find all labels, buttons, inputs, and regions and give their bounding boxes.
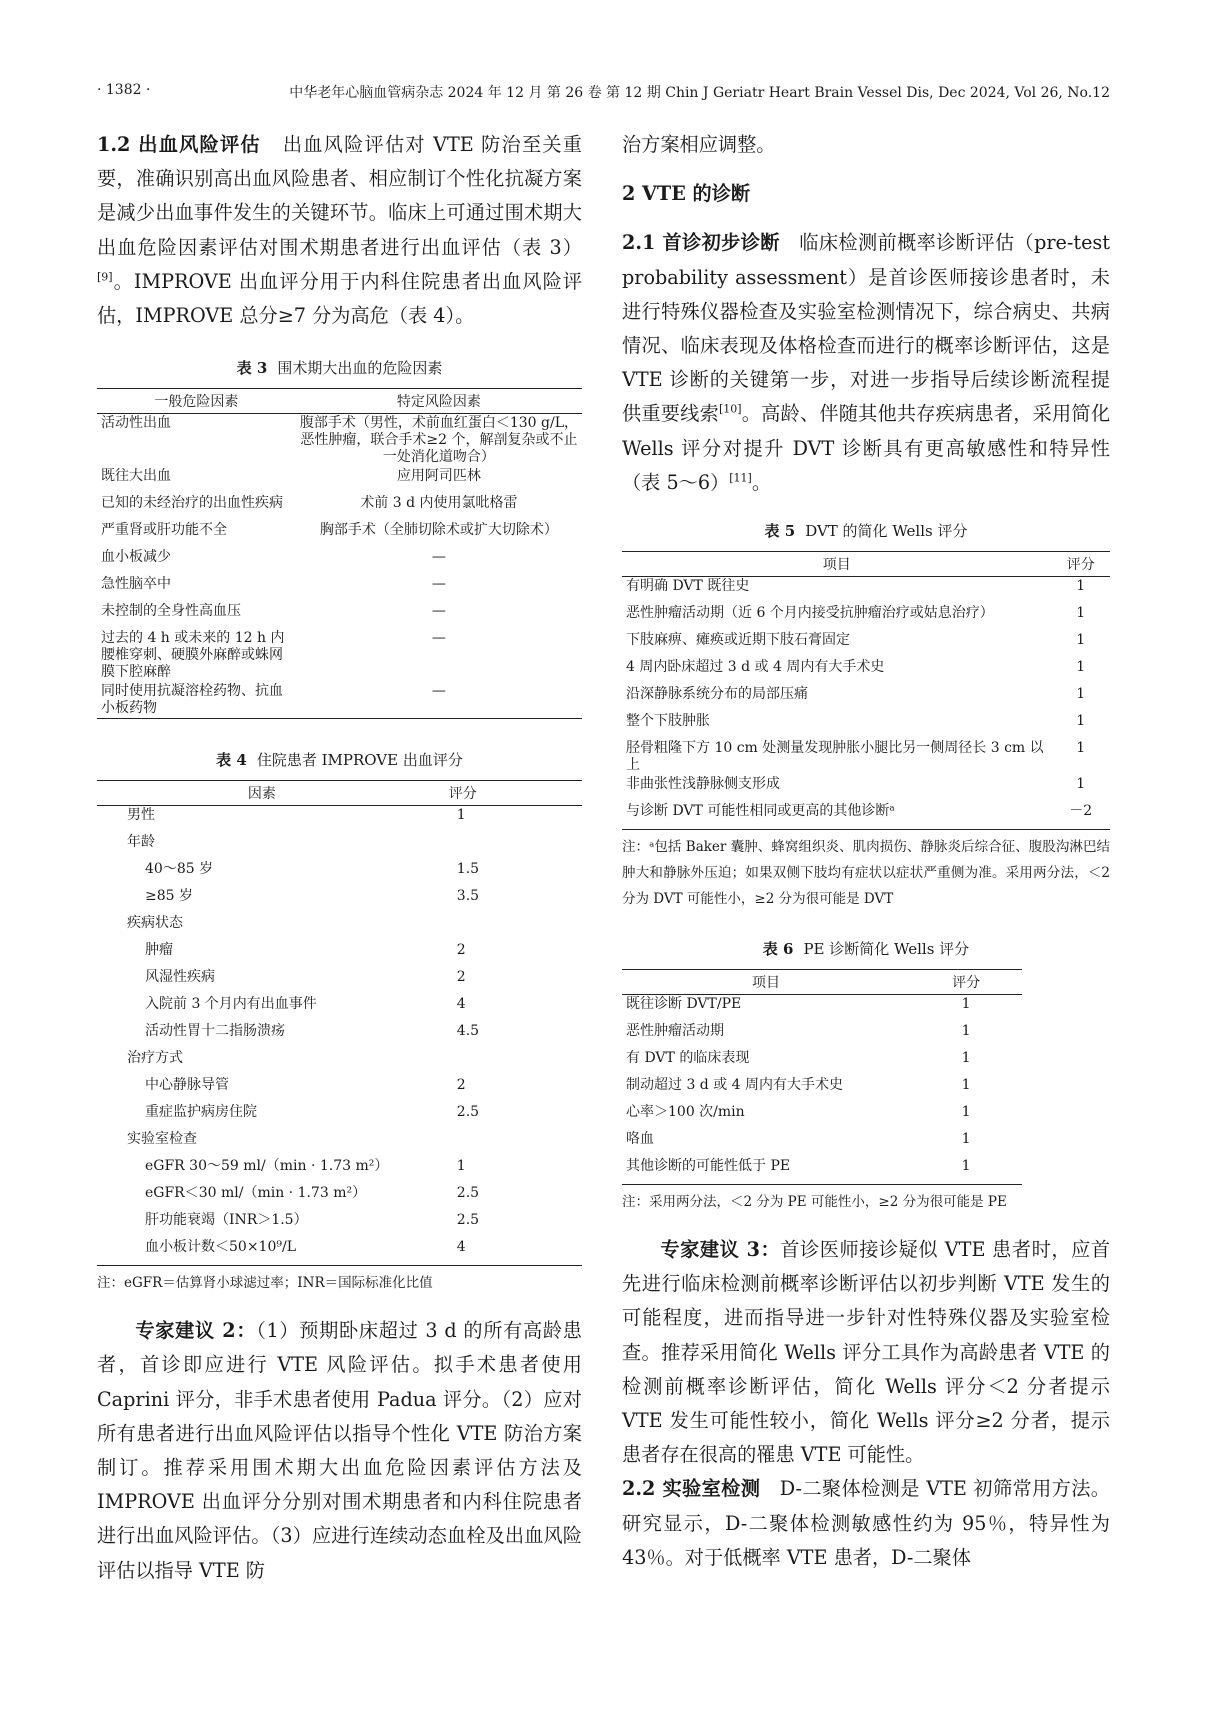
table-row xyxy=(622,658,1110,685)
section-2-2-text: D-二聚体检测是 VTE 初筛常用方法。研究显示，D-二聚体检测敏感性约为 95％，特异性为 43％。对于低概率 VTE 患者，D-二聚体 xyxy=(622,1477,1110,1569)
table-5-title: DVT 的简化 Wells 评分 xyxy=(805,522,968,541)
table-cell-label: 心率＞100 次/min xyxy=(626,1104,745,1121)
table-cell-label: 血小板计数＜50×10⁹/L xyxy=(145,1239,296,1256)
table-cell-value: 4.5 xyxy=(456,1023,480,1040)
table-row xyxy=(622,802,1110,830)
running-header xyxy=(97,78,1110,104)
table-cell-value: －2 xyxy=(1069,803,1093,820)
table-row xyxy=(97,414,582,468)
citation-ref-10: [10] xyxy=(718,403,742,417)
table-row xyxy=(622,995,1022,1023)
table-cell-label: 肿瘤 xyxy=(145,942,173,959)
citation-ref: [9] xyxy=(97,270,113,284)
right-column xyxy=(622,128,1110,1575)
table-row xyxy=(97,548,582,575)
table-cell-label: 其他诊断的可能性低于 PE xyxy=(626,1158,791,1175)
table-cell-value: — xyxy=(431,549,446,566)
table-cell-value: 1 xyxy=(1076,659,1086,676)
expert-advice-2 xyxy=(97,1314,582,1588)
table-cell-value: — xyxy=(431,683,446,700)
section-1-2-text: 出血风险评估对 VTE 防治至关重要，准确识别高出血风险患者、相应制订个性化抗凝方案是减少出血事件发生的关键环节。临床上可通过围术期大出血危险因素评估对围术期患者进行出血评估（表 3） xyxy=(97,133,582,259)
table-cell-label: 整个下肢肿胀 xyxy=(626,713,710,730)
section-2-1-heading: 2.1 首诊初步诊断 xyxy=(622,231,780,255)
table-cell-value: 1.5 xyxy=(456,861,480,878)
table-cell-label: 同时使用抗凝溶栓药物、抗血小板药物 xyxy=(101,683,283,717)
table-cell-value: 胸部手术（全肺切除术或扩大切除术） xyxy=(319,522,558,539)
table-row xyxy=(97,629,582,682)
table-cell-label: 40～85 岁 xyxy=(145,861,214,878)
table-cell-label: 恶性肿瘤活动期 xyxy=(626,1023,724,1040)
table-cell-label: 制动超过 3 d 或 4 周内有大手术史 xyxy=(626,1077,844,1094)
table-cell-value: 2 xyxy=(456,1077,466,1094)
table-cell-value: 3.5 xyxy=(456,888,480,905)
table-row xyxy=(97,887,582,914)
table-cell-label: 过去的 4 h 或未来的 12 h 内腰椎穿刺、硬膜外麻醉或蛛网膜下腔麻醉 xyxy=(101,630,285,681)
section-2-2-heading: 2.2 实验室检测 xyxy=(622,1477,761,1501)
table-cell-label: 沿深静脉系统分布的局部压痛 xyxy=(626,686,808,703)
table-row xyxy=(622,1130,1022,1157)
table-cell-label: eGFR＜30 ml/（min · 1.73 m²） xyxy=(145,1185,367,1202)
table-5-caption xyxy=(622,520,1110,541)
table-cell-label: 胫骨粗隆下方 10 cm 处测量发现肿胀小腿比另一侧周径长 3 cm 以上 xyxy=(626,740,1044,774)
table-cell-value xyxy=(427,1049,582,1076)
expert-advice-3 xyxy=(622,1233,1110,1472)
table-6-note: 注：采用两分法，＜2 分为 PE 可能性小，≥2 分为很可能是 PE xyxy=(622,1194,1007,1211)
table-cell-value: 2 xyxy=(456,969,466,986)
table-cell-label: 既往大出血 xyxy=(101,468,171,485)
table-row xyxy=(622,604,1110,631)
table-cell-label: 严重肾或肝功能不全 xyxy=(101,522,227,539)
table-row xyxy=(97,1157,582,1184)
table-4-title: 住院患者 IMPROVE 出血评分 xyxy=(256,751,463,770)
table-cell-value: 1 xyxy=(456,1158,466,1175)
table-cell-label: 咯血 xyxy=(626,1131,654,1148)
table-cell-value: 1 xyxy=(1076,605,1086,622)
table-cell-label: 入院前 3 个月内有出血事件 xyxy=(145,996,317,1013)
table-cell-value: 4 xyxy=(456,996,466,1013)
table-row xyxy=(622,1103,1022,1130)
section-2-1-text-2: 。高龄、伴随其他共存疾病患者，采用简化 Wells 评分对提升 DVT 诊断具有更高敏感性和特异性（表 5～6） xyxy=(622,402,1111,494)
table-cell-label: 血小板减少 xyxy=(101,549,171,566)
table-row xyxy=(622,739,1110,775)
table-row xyxy=(97,833,582,860)
table-cell-label: ≥85 岁 xyxy=(145,888,193,905)
table-row xyxy=(97,467,582,494)
table-cell-value: 1 xyxy=(961,1050,971,1067)
table-cell-label: 有明确 DVT 既往史 xyxy=(626,578,750,595)
table-4-note: 注：eGFR＝估算肾小球滤过率；INR＝国际标准化比值 xyxy=(97,1275,433,1292)
table-row xyxy=(622,631,1110,658)
table-cell-label: 既往诊断 DVT/PE xyxy=(626,996,742,1013)
table-row xyxy=(622,775,1110,802)
table-cell-value: 1 xyxy=(456,807,466,824)
section-1-2-paragraph xyxy=(97,128,582,333)
section-1-2-text-cont: 。IMPROVE 出血评分用于内科住院患者出血风险评估，IMPROVE 总分≥7 分为高危（表 4）。 xyxy=(97,269,582,328)
table-cell-value: 2 xyxy=(456,942,466,959)
section-2-1-text: 临床检测前概率诊断评估（pre-test probability assessment）是首诊医师接诊患者时，未进行特殊仪器检查及实验室检测情况下，综合病史、共病情况、临床表现及体格检查而进行的概率诊断评估，这是 VTE 诊断的关键第一步，对进一步指导后续诊断流程提供重要线索 xyxy=(622,231,1110,426)
table-cell-label: 与诊断 DVT 可能性相同或更高的其他诊断ᵃ xyxy=(626,803,895,820)
table-row xyxy=(97,914,582,941)
table-row xyxy=(97,602,582,629)
table-row xyxy=(97,806,582,834)
table-row xyxy=(97,860,582,887)
section-2-1-text-3: 。 xyxy=(751,470,772,494)
section-2-1-paragraph xyxy=(622,226,1110,500)
table-cell-label: 下肢麻痹、瘫痪或近期下肢石膏固定 xyxy=(626,632,850,649)
table-3-header-specific: 特定风险因素 xyxy=(296,389,582,414)
table-cell-label: 年龄 xyxy=(127,834,155,851)
table-row xyxy=(97,1022,582,1049)
table-4-header-factor: 因素 xyxy=(97,781,427,806)
table-cell-label: 疾病状态 xyxy=(127,915,183,932)
table-6-header-item: 项目 xyxy=(622,970,910,995)
table-cell-value: 应用阿司匹林 xyxy=(396,468,481,485)
table-cell-label: 非曲张性浅静脉侧支形成 xyxy=(626,776,780,793)
table-4 xyxy=(97,780,582,1266)
table-cell-value: 1 xyxy=(961,1104,971,1121)
table-row xyxy=(97,521,582,548)
table-4-caption xyxy=(97,749,582,770)
table-row xyxy=(622,1049,1022,1076)
table-row xyxy=(97,941,582,968)
table-cell-label: 恶性肿瘤活动期（近 6 个月内接受抗肿瘤治疗或姑息治疗） xyxy=(626,605,994,622)
table-cell-value: 1 xyxy=(961,1023,971,1040)
table-row xyxy=(622,685,1110,712)
table-row xyxy=(97,1211,582,1238)
table-row xyxy=(97,1184,582,1211)
table-5-body xyxy=(622,577,1110,830)
table-3-body xyxy=(97,414,582,719)
table-cell-value: 1 xyxy=(1076,686,1086,703)
table-cell-value xyxy=(427,833,582,860)
table-row xyxy=(97,682,582,719)
table-cell-label: 4 周内卧床超过 3 d 或 4 周内有大手术史 xyxy=(626,659,885,676)
table-4-body xyxy=(97,806,582,1266)
section-1-2-heading: 1.2 出血风险评估 xyxy=(97,133,261,156)
left-column xyxy=(97,128,582,1588)
table-6-body xyxy=(622,995,1022,1185)
table-cell-label: 中心静脉导管 xyxy=(145,1077,229,1094)
table-cell-value: 2.5 xyxy=(456,1212,480,1229)
expert-advice-3-label: 专家建议 3： xyxy=(660,1238,781,1262)
table-cell-value: 1 xyxy=(961,1077,971,1094)
table-cell-value: 4 xyxy=(456,1239,466,1256)
table-3-caption xyxy=(97,357,582,378)
table-cell-label: 实验室检查 xyxy=(127,1131,197,1148)
table-row xyxy=(97,1049,582,1076)
page-number: · 1382 · xyxy=(97,82,151,98)
table-cell-label: 已知的未经治疗的出血性疾病 xyxy=(101,495,283,512)
table-cell-label: eGFR 30～59 ml/（min · 1.73 m²） xyxy=(145,1158,389,1175)
table-4-number: 表 4 xyxy=(216,751,247,770)
table-5-header-item: 项目 xyxy=(622,552,1051,577)
table-cell-value: 1 xyxy=(1076,776,1086,793)
table-row xyxy=(622,712,1110,739)
expert-advice-2-text: （1）预期卧床超过 3 d 的所有高龄患者，首诊即应进行 VTE 风险评估。拟手术患者使用 Caprini 评分，非手术患者使用 Padua 评分。（2）应对所有患者进行出血风险评估以指导个性化 VTE 防治方案制订。推荐采用围术期大出血危险因素评估方法及 IMPROVE 出血评分分别对围术期患者和内科住院患者进行出血风险评估。（3）应进行连续动态血栓及出血风险评估以指导 VTE 防 xyxy=(97,1319,582,1582)
table-cell-value: 术前 3 d 内使用氯吡格雷 xyxy=(360,495,518,512)
table-6-title: PE 诊断简化 Wells 评分 xyxy=(803,940,970,959)
table-6-caption xyxy=(622,938,1110,959)
table-row xyxy=(622,1022,1022,1049)
expert-advice-2-label: 专家建议 2： xyxy=(135,1319,257,1343)
table-cell-value xyxy=(427,1130,582,1157)
table-cell-label: 肝功能衰竭（INR＞1.5） xyxy=(145,1212,308,1229)
table-cell-value: 1 xyxy=(961,996,971,1013)
table-cell-value: 1 xyxy=(1076,578,1086,595)
table-cell-label: 男性 xyxy=(127,807,155,824)
table-cell-value xyxy=(427,914,582,941)
table-cell-value: — xyxy=(431,603,446,620)
table-3-title: 围术期大出血的危险因素 xyxy=(277,359,443,378)
table-5-number: 表 5 xyxy=(764,522,796,541)
journal-citation: 中华老年心脑血管病杂志 2024 年 12 月 第 26 卷 第 12 期 Chin J Geriatr Heart Brain Vessel Dis, Dec 2024, Vol 26, No.12 xyxy=(289,85,1110,101)
table-row xyxy=(97,1130,582,1157)
table-row xyxy=(97,1103,582,1130)
table-cell-value: 2.5 xyxy=(456,1104,480,1121)
section-2-heading: 2 VTE 的诊断 xyxy=(622,182,751,206)
table-cell-label: 风湿性疾病 xyxy=(145,969,215,986)
table-cell-value: 1 xyxy=(1076,740,1086,757)
table-cell-label: 重症监护病房住院 xyxy=(145,1104,257,1121)
table-5 xyxy=(622,551,1110,830)
table-cell-label: 治疗方式 xyxy=(127,1050,183,1067)
table-cell-value: 1 xyxy=(1076,632,1086,649)
table-row xyxy=(622,1076,1022,1103)
table-3-number: 表 3 xyxy=(236,359,268,378)
table-cell-label: 有 DVT 的临床表现 xyxy=(626,1050,750,1067)
table-4-header-score: 评分 xyxy=(427,781,582,806)
table-cell-value: 1 xyxy=(1076,713,1086,730)
table-cell-value: — xyxy=(431,576,446,593)
table-3 xyxy=(97,388,582,719)
table-cell-value: 2.5 xyxy=(456,1185,480,1202)
table-6-number: 表 6 xyxy=(762,940,794,959)
table-row xyxy=(97,575,582,602)
table-row xyxy=(97,995,582,1022)
table-6 xyxy=(622,969,1022,1185)
table-3-header-general: 一般危险因素 xyxy=(97,389,296,414)
table-row xyxy=(97,1076,582,1103)
table-cell-label: 未控制的全身性高血压 xyxy=(101,603,241,620)
table-cell-label: 急性脑卒中 xyxy=(101,576,171,593)
table-5-header-score: 评分 xyxy=(1051,552,1110,577)
table-6-header-score: 评分 xyxy=(910,970,1022,995)
citation-ref-11: [11] xyxy=(729,471,752,485)
section-2-2-paragraph xyxy=(622,1472,1110,1575)
table-cell-label: 活动性出血 xyxy=(101,415,171,432)
table-row xyxy=(622,1157,1022,1185)
table-cell-value: 腹部手术（男性，术前血红蛋白＜130 g/L，恶性肿瘤，联合手术≥2 个，解剖复杂或不止一处消化道吻合） xyxy=(299,415,578,466)
table-row xyxy=(97,494,582,521)
table-row xyxy=(97,968,582,995)
table-row xyxy=(97,1238,582,1266)
table-5-note: 注：ᵃ包括 Baker 囊肿、蜂窝组织炎、肌肉损伤、静脉炎后综合征、腹股沟淋巴结肿大和静脉外压迫；如果双侧下肢均有症状以症状严重侧为准。采用两分法，＜2 分为 DVT 可能性小，≥2 分为很可能是 DVT xyxy=(622,839,1110,908)
table-cell-value: 1 xyxy=(961,1131,971,1148)
table-cell-value: 1 xyxy=(961,1158,971,1175)
continued-text: 治方案相应调整。 xyxy=(622,133,776,156)
table-cell-value: — xyxy=(431,630,446,647)
expert-advice-3-text: 首诊医师接诊疑似 VTE 患者时，应首先进行临床检测前概率诊断评估以初步判断 VTE 发生的可能程度，进而指导进一步针对性特殊仪器及实验室检查。推荐采用简化 Wells 评分工具作为高龄患者 VTE 的检测前概率诊断评估，简化 Wells 评分＜2 分者提示 VTE 发生可能性较小，简化 Wells 评分≥2 分者，提示患者存在很高的罹患 VTE 可能性。 xyxy=(622,1238,1111,1467)
table-row xyxy=(622,577,1110,605)
table-cell-label: 活动性胃十二指肠溃疡 xyxy=(145,1023,285,1040)
